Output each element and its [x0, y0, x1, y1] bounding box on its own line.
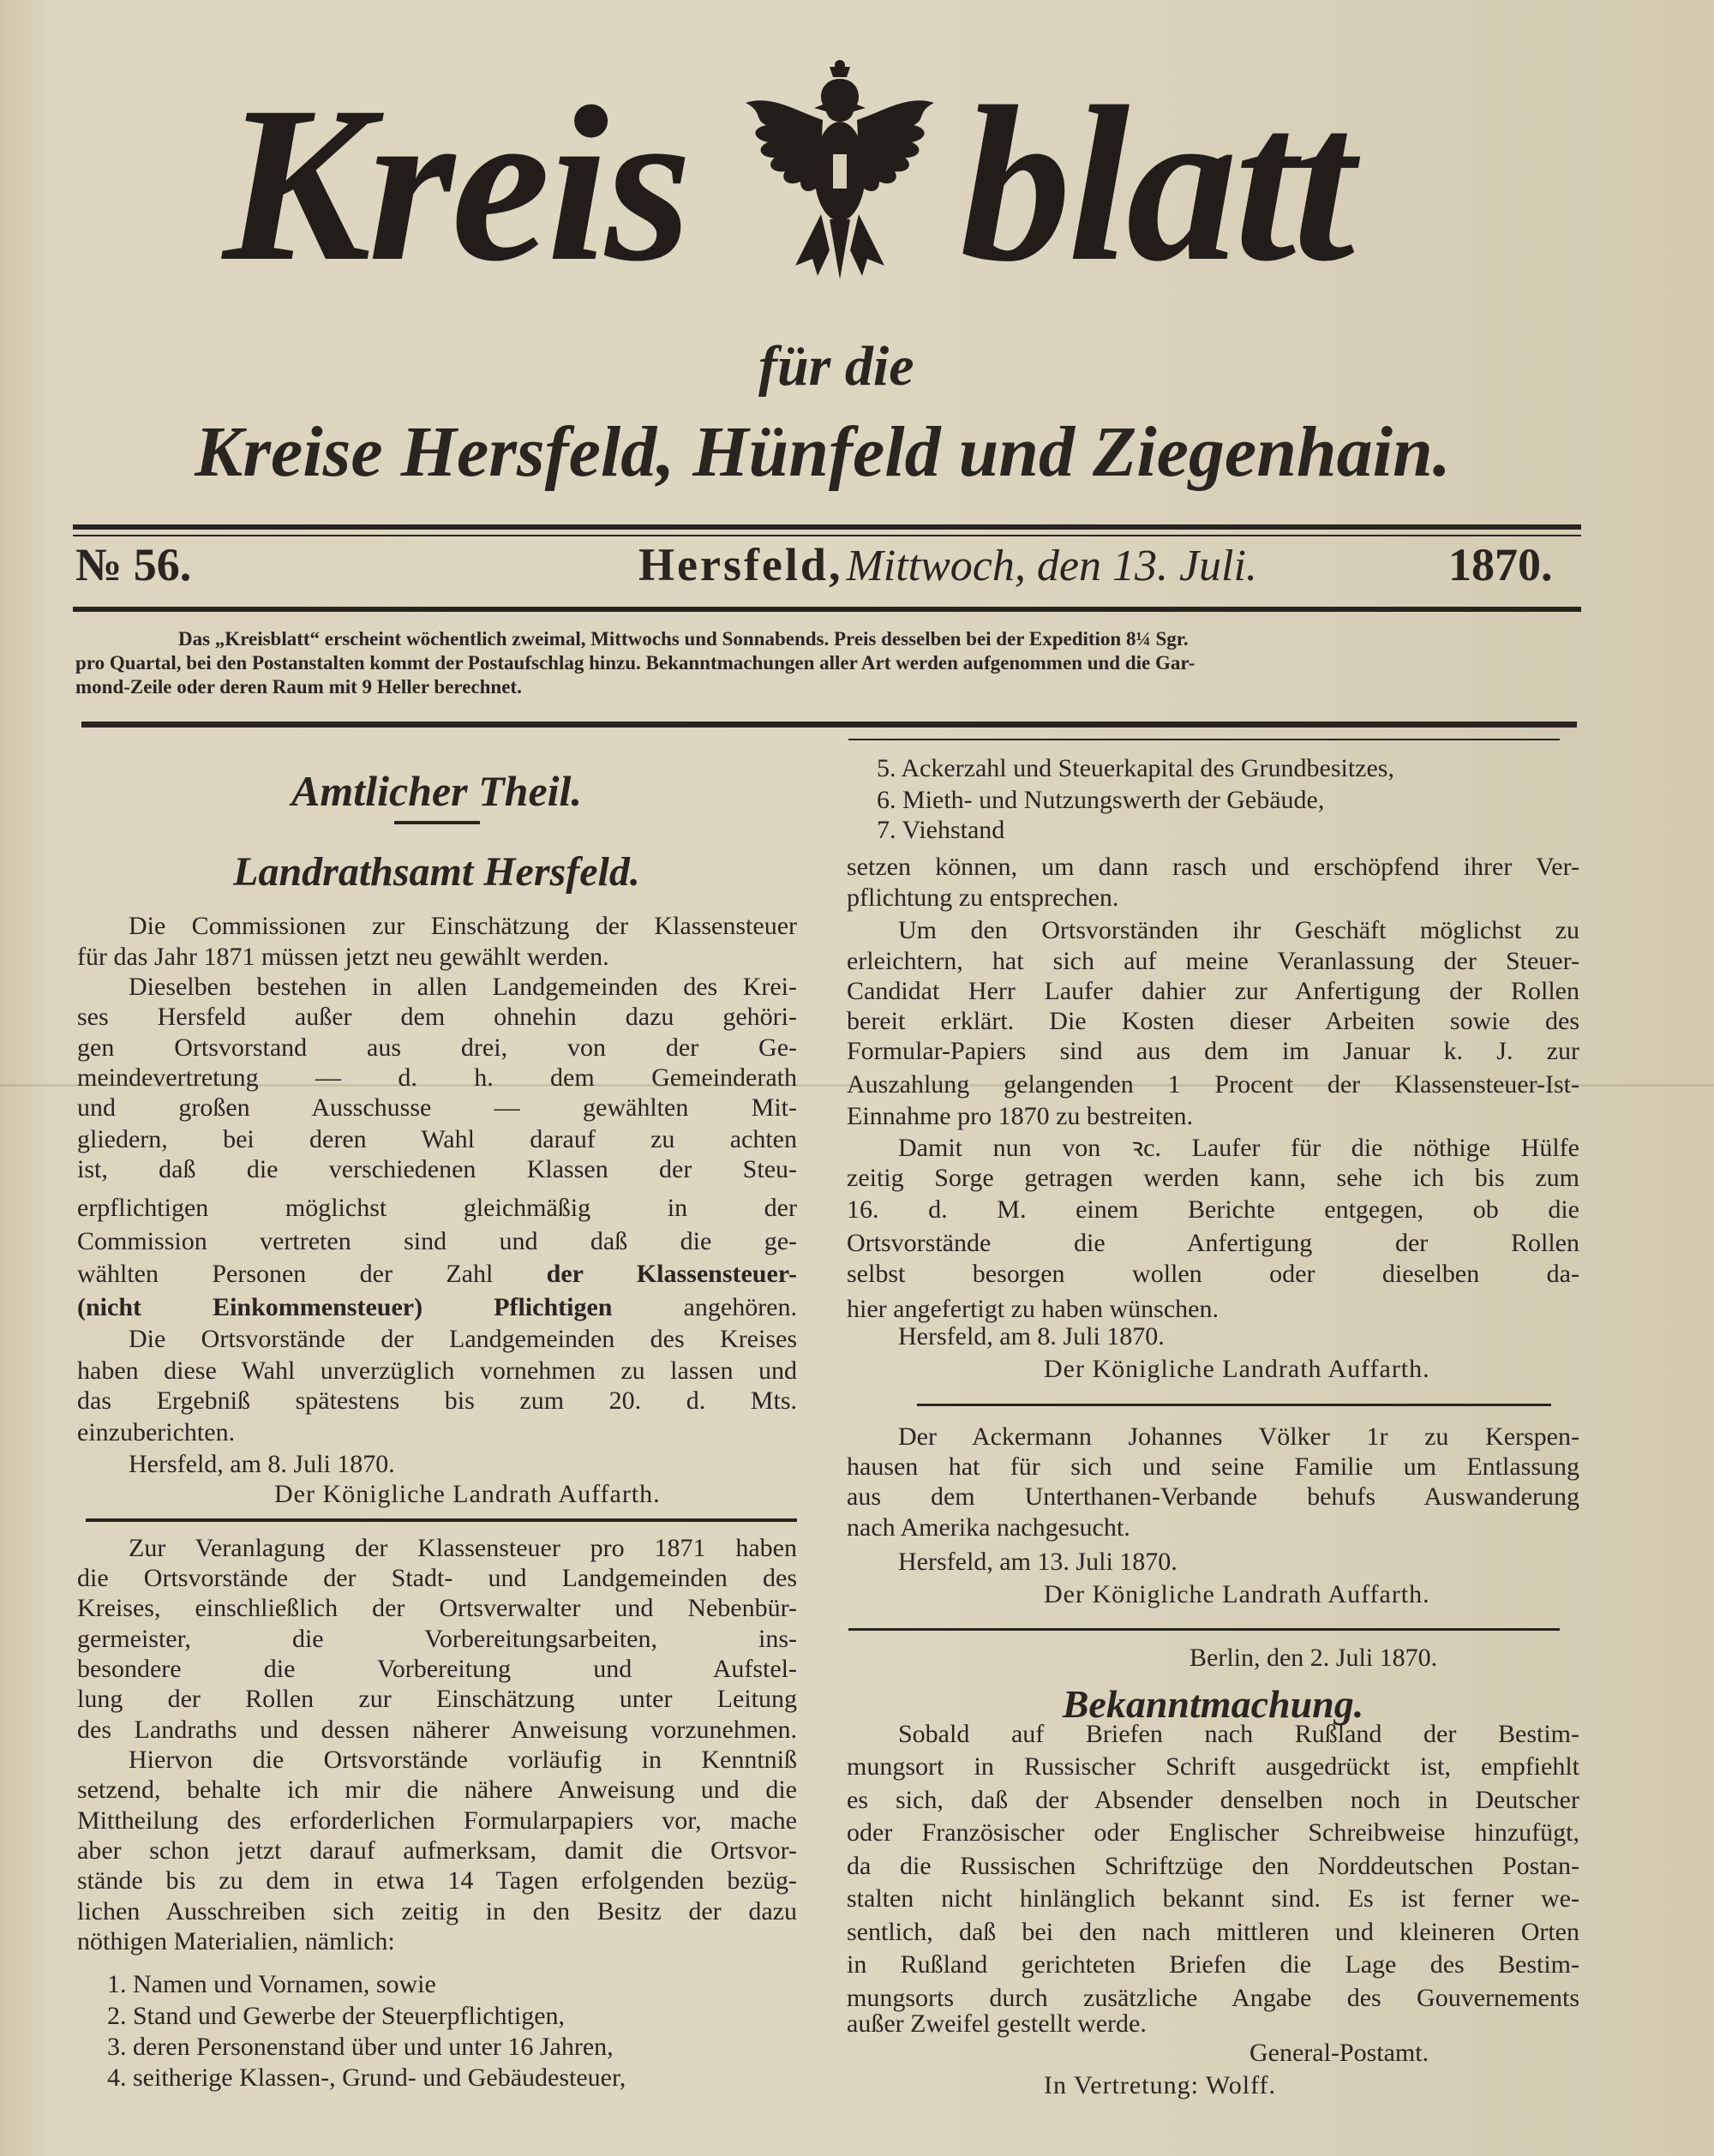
- text-line: ist, daß die verschiedenen Klassen der Steu-: [77, 1155, 797, 1183]
- dateline-place: Hersfeld,: [638, 539, 843, 590]
- header-rule: [73, 607, 1581, 612]
- text-line: Candidat Herr Laufer dahier zur Anfertigung der Rollen: [847, 977, 1579, 1005]
- text-line: [77, 1292, 797, 1323]
- text-line: Auszahlung gelangenden 1 Procent der Klassensteuer-Ist-: [847, 1070, 1579, 1099]
- text-line: und großen Ausschusse — gewählten Mit-: [77, 1093, 797, 1122]
- masthead-title-left: Kreis: [223, 61, 689, 308]
- bold-text: der Klassensteuer-: [546, 1260, 797, 1288]
- publication-notice-line: pro Quartal, bei den Postanstalten kommt der Postaufschlag hinzu. Bekanntmachungen aller Art werden aufgenommen und die Gar-: [75, 652, 1196, 674]
- text-line: Commission vertreten sind und daß die ge-: [77, 1227, 797, 1255]
- text-line: lichen Ausschreiben sich zeitig in den Besitz der dazu: [77, 1897, 797, 1925]
- text-line: lung der Rollen zur Einschätzung unter Leitung: [77, 1685, 797, 1713]
- text-segment: wählten Personen der Zahl: [77, 1260, 547, 1288]
- text-line: 16. d. M. einem Berichte entgegen, ob die: [847, 1195, 1579, 1224]
- text-line: Ortsvorstände die Anfertigung der Rollen: [847, 1229, 1579, 1257]
- publication-notice-line: mond-Zeile oder deren Raum mit 9 Heller berechnet.: [75, 676, 522, 698]
- masthead-subtitle: Kreise Hersfeld, Hünfeld und Ziegenhain.: [195, 412, 1451, 492]
- text-line: 7. Viehstand: [877, 816, 1005, 844]
- notice-rule: [81, 722, 1577, 728]
- signature-line: General-Postamt.: [1250, 2039, 1429, 2067]
- masthead-rule: [73, 524, 1581, 530]
- text-line: Die Commissionen zur Einschätzung der Klassensteuer: [129, 912, 797, 940]
- article-separator: [848, 1628, 1560, 1631]
- text-line: hausen hat für sich und seine Familie um Entlassung: [847, 1452, 1579, 1481]
- text-line: 4. seitherige Klassen-, Grund- und Gebäudesteuer,: [107, 2063, 626, 2092]
- text-line: sentlich, daß bei den nach mittleren und kleineren Orten: [847, 1918, 1579, 1946]
- text-line: die Ortsvorstände der Stadt- und Landgemeinden des: [77, 1564, 797, 1592]
- issue-year: 1870.: [1448, 539, 1553, 590]
- text-line: 5. Ackerzahl und Steuerkapital des Grundbesitzes,: [877, 754, 1394, 782]
- text-line: 2. Stand und Gewerbe der Steuerpflichtigen,: [107, 2002, 566, 2030]
- heading-rule: [394, 821, 480, 824]
- text-line: mungsorts durch zusätzliche Angabe des Gouvernements: [847, 1984, 1579, 2012]
- section-heading: Amtlicher Theil.: [291, 767, 582, 815]
- text-line: Damit nun von ꝛc. Laufer für die nöthige Hülfe: [898, 1134, 1579, 1162]
- dateline-date: Mittwoch, den 13. Juli.: [846, 542, 1257, 590]
- issue-number: № 56.: [75, 539, 192, 590]
- text-line: stalten nicht hinlänglich bekannt sind. Es ist ferner we-: [847, 1884, 1579, 1913]
- text-line: gen Ortsvorstand aus drei, von der Ge-: [77, 1033, 797, 1062]
- text-line: gliedern, bei deren Wahl darauf zu achten: [77, 1125, 797, 1153]
- text-line: aus dem Unterthanen-Verbande behufs Auswanderung: [847, 1482, 1579, 1511]
- text-line: Hersfeld, am 8. Juli 1870.: [898, 1322, 1165, 1350]
- text-line: außer Zweifel gestellt werde.: [847, 2009, 1147, 2038]
- text-line: nöthigen Materialien, nämlich:: [77, 1927, 395, 1955]
- text-line: Hersfeld, am 8. Juli 1870.: [129, 1450, 395, 1478]
- text-line: Hersfeld, am 13. Juli 1870.: [898, 1548, 1178, 1576]
- text-line: Einnahme pro 1870 zu bestreiten.: [847, 1102, 1194, 1130]
- office-heading: Landrathsamt Hersfeld.: [233, 849, 640, 895]
- text-line: in Rußland gerichteten Briefen die Lage des Bestim-: [847, 1950, 1579, 1979]
- masthead-subtitle-small: für die: [758, 335, 914, 398]
- text-segment: angehören.: [612, 1293, 797, 1321]
- text-line: pflichtung zu entsprechen.: [847, 883, 1119, 912]
- text-line: hier angefertigt zu haben wünschen.: [847, 1295, 1219, 1323]
- text-line: oder Französischer oder Englischer Schreibweise hinzufügt,: [847, 1818, 1579, 1847]
- article-separator: [86, 1518, 797, 1522]
- text-line: mungsort in Russischer Schrift ausgedrückt ist, empfiehlt: [847, 1752, 1579, 1781]
- text-line: Hiervon die Ortsvorstände vorläufig in Kenntniß: [129, 1746, 797, 1774]
- text-line: einzuberichten.: [77, 1418, 236, 1446]
- text-line: 3. deren Personenstand über und unter 16 Jahren,: [107, 2033, 614, 2061]
- text-line: es sich, daß der Absender denselben noch in Deutscher: [847, 1786, 1579, 1814]
- text-line: da die Russischen Schriftzüge den Norddeutschen Postan-: [847, 1852, 1579, 1880]
- article-separator: [917, 1404, 1551, 1406]
- signature-line: In Vertretung: Wolff.: [1044, 2071, 1277, 2099]
- text-line: germeister, die Vorbereitungsarbeiten, ins-: [77, 1625, 797, 1653]
- dateline: [638, 538, 1257, 591]
- text-line: setzend, behalte ich mir die nähere Anweisung und die: [77, 1776, 797, 1804]
- right-column-top-rule: [848, 739, 1560, 740]
- text-line: das Ergebniß spätestens bis zum 20. d. Mts.: [77, 1386, 797, 1415]
- text-line: erpflichtigen möglichst gleichmäßig in der: [77, 1194, 797, 1222]
- text-line: Kreises, einschließlich der Ortsverwalter und Nebenbür-: [77, 1594, 797, 1622]
- text-line: bereit erklärt. Die Kosten dieser Arbeiten sowie des: [847, 1007, 1579, 1035]
- bold-text: (nicht Einkommensteuer) Pflichtigen: [77, 1293, 613, 1321]
- text-line: Zur Veranlagung der Klassensteuer pro 1871 haben: [129, 1534, 797, 1562]
- article-heading: Bekanntmachung.: [1062, 1682, 1364, 1726]
- text-line: stände bis zu dem in etwa 14 Tagen erfolgenden bezüg-: [77, 1866, 797, 1895]
- text-line: zeitig Sorge getragen werden kann, sehe ich bis zum: [847, 1164, 1579, 1192]
- text-line: 6. Mieth- und Nutzungswerth der Gebäude,: [877, 786, 1325, 814]
- text-line: ses Hersfeld außer dem ohnehin dazu gehöri-: [77, 1003, 797, 1031]
- text-line: Berlin, den 2. Juli 1870.: [1190, 1644, 1438, 1672]
- text-line: Der Ackermann Johannes Völker 1r zu Kerspen-: [898, 1422, 1579, 1451]
- text-line: 1. Namen und Vornamen, sowie: [107, 1970, 436, 1998]
- signature-line: Der Königliche Landrath Auffarth.: [1044, 1580, 1430, 1608]
- text-line: selbst besorgen wollen oder dieselben da-: [847, 1260, 1579, 1288]
- text-line: nach Amerika nachgesucht.: [847, 1513, 1130, 1542]
- text-line: Sobald auf Briefen nach Rußland der Bestim-: [898, 1720, 1579, 1748]
- text-line: besondere die Vorbereitung und Aufstel-: [77, 1655, 797, 1683]
- signature-line: Der Königliche Landrath Auffarth.: [1044, 1355, 1430, 1383]
- text-line: aber schon jetzt darauf aufmerksam, damit die Ortsvor-: [77, 1836, 797, 1865]
- publication-notice-line: Das „Kreisblatt“ erscheint wöchentlich zweimal, Mittwochs und Sonnabends. Preis desselben bei der Expedition 8¼ Sgr.: [178, 628, 1189, 650]
- masthead-rule-thin: [73, 535, 1581, 536]
- text-line: Die Ortsvorstände der Landgemeinden des Kreises: [129, 1325, 797, 1353]
- text-line: Mittheilung des erforderlichen Formularpapiers vor, mache: [77, 1806, 797, 1835]
- masthead-title-right: blatt: [960, 61, 1351, 308]
- text-line: setzen können, um dann rasch und erschöpfend ihrer Ver-: [847, 853, 1579, 881]
- text-line: des Landraths und dessen näherer Anweisung vorzunehmen.: [77, 1716, 797, 1744]
- signature-line: Der Königliche Landrath Auffarth.: [274, 1480, 661, 1508]
- text-line: Formular-Papiers sind aus dem im Januar k. J. zur: [847, 1037, 1579, 1065]
- text-line: haben diese Wahl unverzüglich vornehmen zu lassen und: [77, 1356, 797, 1385]
- text-line: Um den Ortsvorständen ihr Geschäft möglichst zu: [898, 916, 1579, 944]
- text-line: für das Jahr 1871 müssen jetzt neu gewählt werden.: [77, 943, 609, 971]
- text-line: [77, 1259, 797, 1290]
- eagle-emblem-icon: [737, 60, 943, 291]
- text-line: erleichtern, hat sich auf meine Veranlassung der Steuer-: [847, 947, 1579, 975]
- text-line: Dieselben bestehen in allen Landgemeinden des Krei-: [129, 973, 797, 1001]
- text-line: meindevertretung — d. h. dem Gemeinderath: [77, 1063, 797, 1092]
